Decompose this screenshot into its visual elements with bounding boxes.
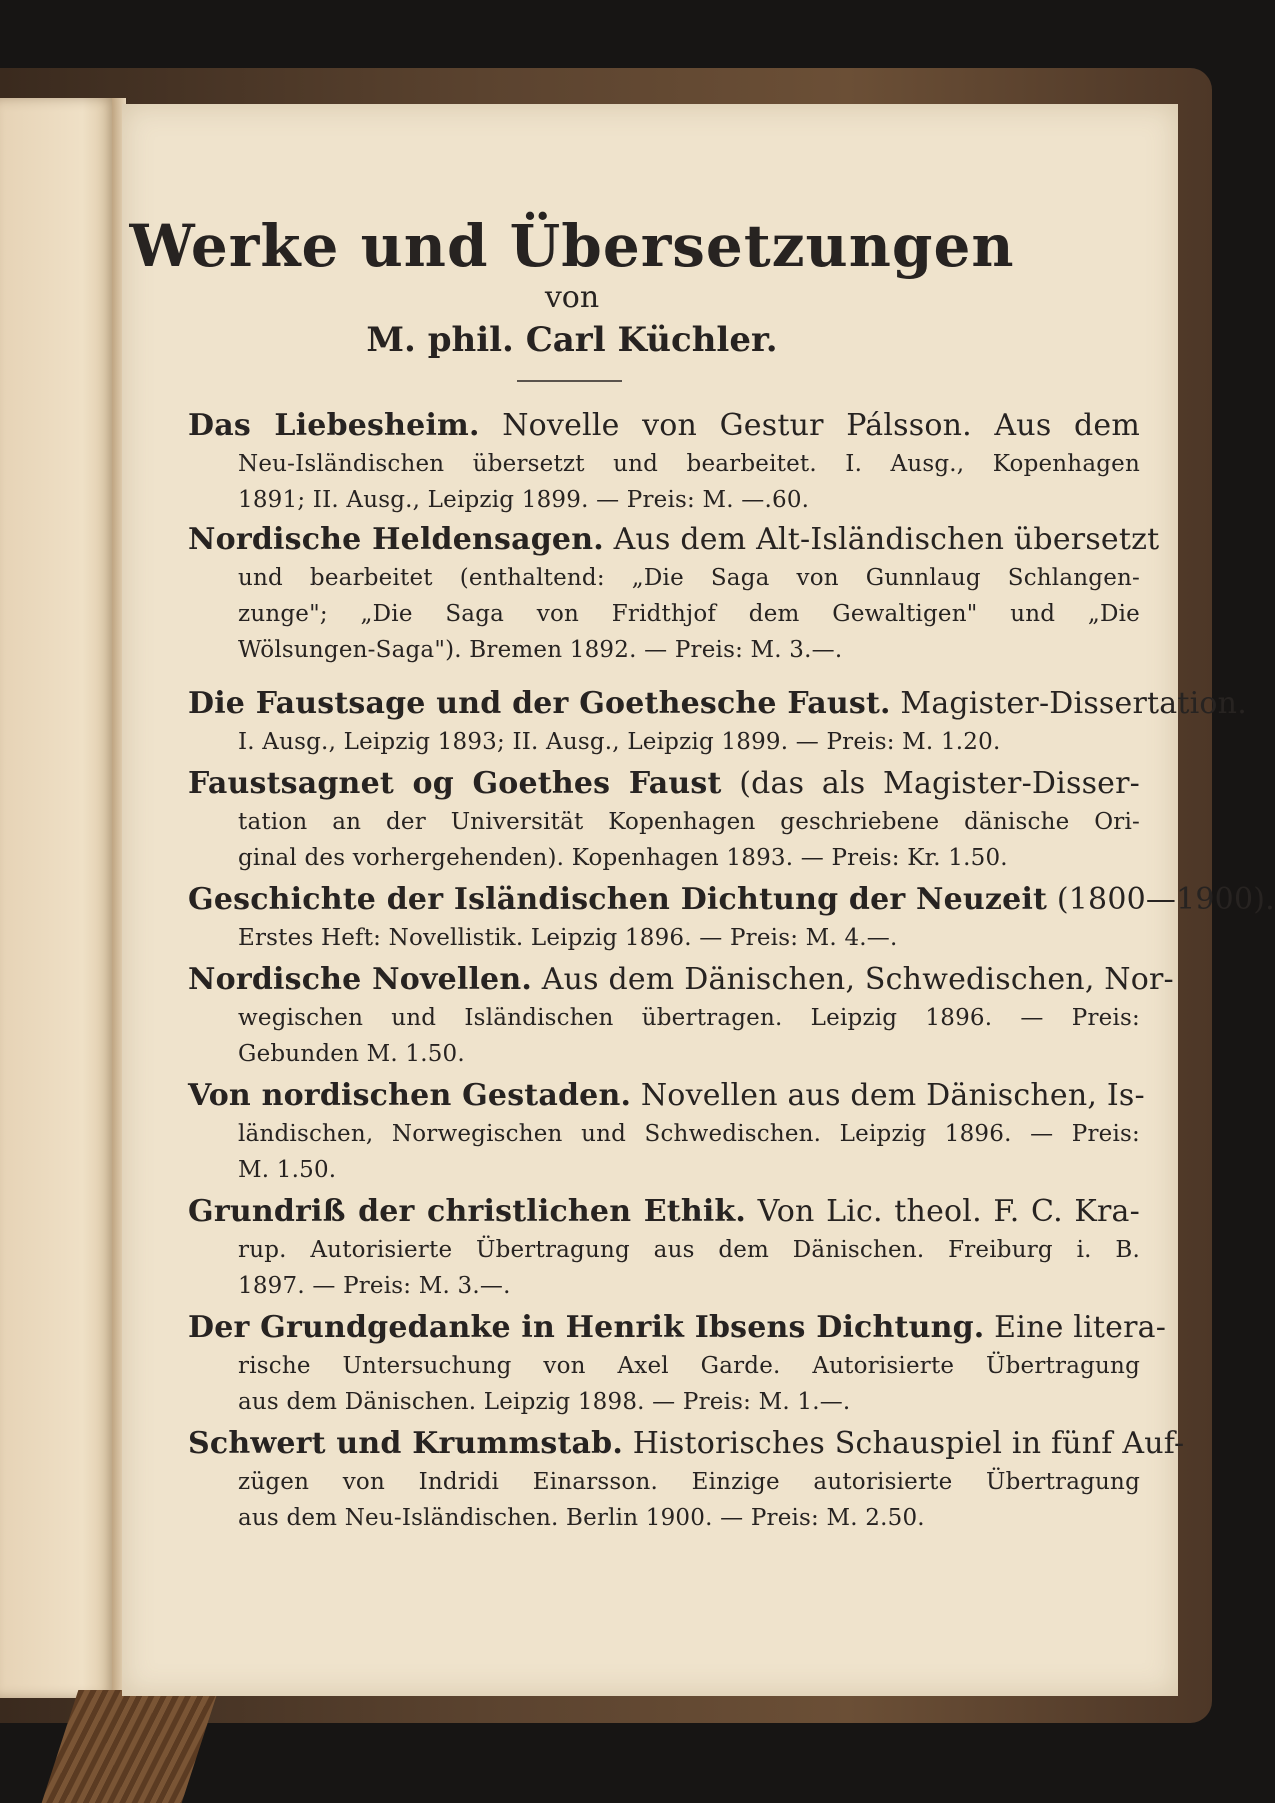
entry-grundriss-ethik (188, 1192, 1140, 1304)
entry-line: Nordische Novellen. Aus dem Dänischen, Schwedischen, Nor- (188, 962, 1174, 997)
entry-line: tation an der Universität Kopenhagen geschriebene dänische Ori- (238, 809, 1140, 835)
entry-title: Nordische Novellen. (188, 962, 532, 997)
entry-line: Nordische Heldensagen. Aus dem Alt-Isländischen übersetzt (188, 522, 1160, 557)
entry-line: M. 1.50. (238, 1157, 337, 1183)
entry-line: Die Faustsage und der Goethesche Faust. Magister-Dissertation. (188, 686, 1247, 721)
entry-line: Erstes Heft: Novellistik. Leipzig 1896. — Preis: M. 4.—. (238, 925, 898, 951)
entry-title: Von nordischen Gestaden. (188, 1078, 632, 1113)
entry-line: 1891; II. Ausg., Leipzig 1899. — Preis: M. —.60. (238, 487, 810, 513)
entry-line: ländischen, Norwegischen und Schwedischen. Leipzig 1896. — Preis: (238, 1121, 1140, 1147)
entry-line: Faustsagnet og Goethes Faust (das als Magister-Disser- (188, 766, 1140, 801)
entry-title: Das Liebesheim. (188, 408, 480, 443)
entry-line: zunge"; „Die Saga von Fridthjof dem Gewaltigen" und „Die (238, 601, 1140, 627)
entry-geschichte-dichtung (188, 880, 1275, 956)
right-page (122, 104, 1275, 1696)
entry-line: und bearbeitet (enthaltend: „Die Saga von Gunnlaug Schlangen- (238, 565, 1140, 591)
entry-line: aus dem Neu-Isländischen. Berlin 1900. — Preis: M. 2.50. (238, 1505, 925, 1531)
entry-title: Nordische Heldensagen. (188, 522, 604, 557)
entry-line: rische Untersuchung von Axel Garde. Autorisierte Übertragung (238, 1353, 1140, 1379)
entry-title: Schwert und Krummstab. (188, 1426, 623, 1461)
entry-die-faustsage (188, 684, 1247, 760)
entry-line: Grundriß der christlichen Ethik. Von Lic. theol. F. C. Kra- (188, 1194, 1140, 1229)
entry-line: ginal des vorhergehenden). Kopenhagen 1893. — Preis: Kr. 1.50. (238, 845, 1008, 871)
entry-line: I. Ausg., Leipzig 1893; II. Ausg., Leipzig 1899. — Preis: M. 1.20. (238, 729, 1001, 755)
entry-line: Der Grundgedanke in Henrik Ibsens Dichtung. Eine litera- (188, 1310, 1167, 1345)
entry-grundgedanke-ibsen (188, 1308, 1167, 1420)
entry-nordische-novellen (188, 960, 1174, 1072)
entry-line: zügen von Indridi Einarsson. Einzige autorisierte Übertragung (238, 1469, 1140, 1495)
entry-line: aus dem Dänischen. Leipzig 1898. — Preis: M. 1.—. (238, 1389, 851, 1415)
author-name: M. phil. Carl Küchler. (366, 320, 778, 360)
entry-title: Faustsagnet og Goethes Faust (188, 766, 722, 801)
entry-line: wegischen und Isländischen übertragen. Leipzig 1896. — Preis: (238, 1005, 1140, 1031)
entry-line: Das Liebesheim. Novelle von Gestur Pálsson. Aus dem (188, 408, 1140, 443)
entry-line: rup. Autorisierte Übertragung aus dem Dänischen. Freiburg i. B. (238, 1237, 1140, 1263)
entry-schwert-krummstab (188, 1424, 1185, 1536)
page-title: Werke und Übersetzungen (129, 212, 1015, 280)
entry-title: Die Faustsage und der Goethesche Faust. (188, 686, 891, 721)
entry-line: Neu-Isländischen übersetzt und bearbeitet. I. Ausg., Kopenhagen (238, 451, 1140, 477)
entry-line: 1897. — Preis: M. 3.—. (238, 1273, 511, 1299)
entry-das-liebesheim (188, 406, 1140, 518)
byline-von: von (544, 280, 600, 315)
entry-title: Grundriß der christlichen Ethik. (188, 1194, 747, 1229)
entry-line: Wölsungen-Saga"). Bremen 1892. — Preis: M. 3.—. (238, 637, 843, 663)
entry-line: Von nordischen Gestaden. Novellen aus dem Dänischen, Is- (188, 1078, 1145, 1113)
left-page-edge (0, 98, 118, 1698)
entry-line: Geschichte der Isländischen Dichtung der Neuzeit (1800—1900). (188, 882, 1275, 917)
entry-faustsagnet (188, 764, 1140, 876)
entry-line: Gebunden M. 1.50. (238, 1041, 465, 1067)
entry-title: Der Grundgedanke in Henrik Ibsens Dichtung. (188, 1310, 985, 1345)
entry-title: Geschichte der Isländischen Dichtung der Neuzeit (188, 882, 1048, 917)
entry-von-nordischen-gestaden (188, 1076, 1145, 1188)
title-divider (517, 380, 622, 382)
entry-line: Schwert und Krummstab. Historisches Schauspiel in fünf Auf- (188, 1426, 1185, 1461)
entry-nordische-heldensagen (188, 520, 1160, 668)
